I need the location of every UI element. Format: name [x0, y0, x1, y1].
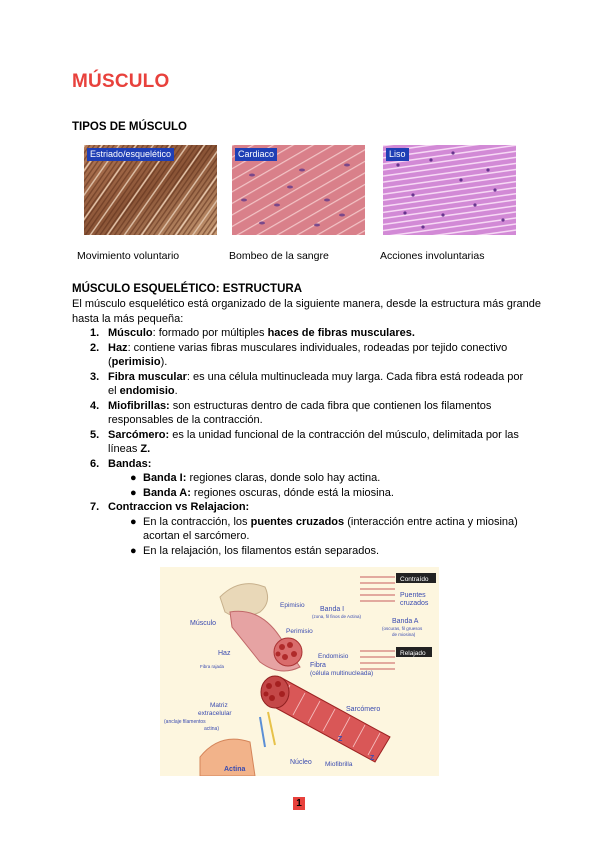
perimysium-label: Perimisio	[286, 628, 313, 635]
bands-sublist	[108, 471, 532, 500]
cell-label: (célula multinucleada)	[310, 670, 374, 677]
list-number: 2.	[90, 341, 100, 354]
muscle-type-label: Cardiaco	[235, 148, 277, 161]
sublist-item	[108, 471, 532, 486]
list-number: 3.	[90, 370, 100, 383]
matrix-label-3: (anclaje filamentos	[164, 719, 206, 725]
bridges-label: Puentes	[400, 592, 426, 599]
item-text: : contiene varias fibras musculares individuales, rodeadas por tejido conectivo (	[108, 341, 508, 368]
endomysium-label: Endomisio	[318, 653, 349, 660]
list-number: 7.	[90, 501, 100, 513]
bullet-icon: ●	[130, 486, 137, 499]
item-text: .	[174, 385, 178, 397]
item-emphasis: endomisio	[119, 385, 175, 397]
item-term: Músculo	[108, 327, 153, 339]
item-term: Banda A:	[143, 486, 191, 499]
item-term: Miofibrillas:	[108, 399, 170, 412]
fascicle-label: Haz	[218, 650, 231, 657]
item-text: es la unidad funcional de la contracción del músculo, delimitada por las líneas	[108, 428, 519, 455]
z-line-label: Z	[338, 736, 343, 743]
item-term: Contraccion vs Relajacion:	[108, 501, 250, 513]
bullet-icon: ●	[130, 515, 137, 528]
item-text: regiones claras, donde solo hay actina.	[186, 472, 381, 484]
list-number: 6.	[90, 457, 100, 470]
list-item	[72, 500, 532, 558]
item-term: Bandas:	[108, 457, 152, 470]
item-text: : formado por múltiples	[152, 327, 268, 339]
epimysium-label: Epimisio	[280, 602, 305, 609]
structure-list	[72, 326, 532, 558]
page-title: MÚSCULO	[72, 71, 170, 92]
item-text: En la contracción, los	[143, 515, 251, 528]
band-i-sublabel: (zona, fil finos de Actina)	[312, 614, 362, 619]
matrix-label: Matriz	[210, 702, 228, 709]
striated-muscle-image	[84, 145, 217, 235]
contraction-sublist	[108, 515, 532, 559]
section-heading-types: TIPOS DE MÚSCULO	[72, 121, 188, 133]
caption-striated: Movimiento voluntario	[77, 250, 180, 262]
item-term: Haz	[108, 341, 128, 354]
item-emphasis: haces de fibras musculares.	[267, 327, 415, 339]
list-number: 1.	[90, 327, 100, 339]
band-a-label: Banda A	[392, 618, 419, 625]
contracted-label: Contraído	[400, 576, 429, 583]
item-text: En la relajación, los filamentos están separados.	[143, 544, 380, 557]
bullet-icon: ●	[130, 472, 137, 484]
bridges-label-2: cruzados	[400, 600, 429, 607]
nucleus-label: Núcleo	[290, 759, 312, 766]
item-emphasis: puentes cruzados	[250, 515, 345, 528]
caption-cardiac: Bombeo de la sangre	[229, 250, 329, 262]
item-term: Banda I:	[143, 472, 187, 484]
matrix-fiber	[260, 717, 265, 747]
list-number: 5.	[90, 428, 100, 441]
matrix-fiber	[268, 712, 275, 745]
myofibril-label: Miofibrilla	[325, 761, 353, 768]
muscle-type-label: Liso	[386, 148, 409, 161]
list-item	[72, 399, 532, 428]
section-heading-structure: MÚSCULO ESQUELÉTICO: ESTRUCTURA	[72, 283, 302, 295]
matrix-label-4: actina)	[204, 726, 220, 732]
sublist-item	[108, 486, 532, 501]
list-item	[72, 457, 532, 501]
muscle-label: Músculo	[190, 620, 217, 627]
item-text: ).	[160, 356, 168, 368]
filament-diagram-contracted	[360, 577, 395, 601]
caption-smooth: Acciones involuntarias	[380, 250, 485, 262]
intro-paragraph: El músculo esquelético está organizado de la siguiente manera, desde la estructura más grande hasta la más pequeña:	[72, 298, 541, 325]
muscle-structure-figure	[160, 567, 439, 776]
bullet-icon: ●	[130, 544, 137, 557]
item-text: (interacción entre actina y miosina) acortan el sarcómero.	[143, 515, 518, 542]
item-text: son estructuras dentro de cada fibra que contienen los filamentos responsables de la contracción.	[108, 399, 492, 426]
band-a-sublabel-2: de miosina)	[392, 632, 416, 637]
fiber-label: Fibra	[310, 662, 326, 669]
filament-diagram-relaxed	[360, 651, 395, 669]
item-text: regiones oscuras, dónde está la miosina.	[190, 486, 394, 499]
actin-label: Actina	[224, 766, 246, 773]
list-item	[72, 370, 532, 399]
item-term: Fibra muscular	[108, 370, 187, 383]
band-i-label: Banda I	[320, 606, 345, 613]
muscle-type-label: Estriado/esquelético	[87, 148, 174, 161]
sarcomere-label: Sarcómero	[346, 706, 381, 713]
list-number: 4.	[90, 399, 100, 412]
smooth-muscle-image	[383, 145, 516, 235]
item-term: Sarcómero:	[108, 428, 170, 441]
item-emphasis: Z.	[140, 443, 151, 455]
matrix-label-2: extracelular	[198, 710, 232, 717]
item-emphasis: perimisio	[111, 356, 161, 368]
z-line-label-2: Z	[370, 755, 375, 762]
page-number: 1	[293, 797, 305, 810]
list-item	[72, 428, 532, 457]
sublist-item	[108, 544, 532, 559]
list-item	[72, 341, 532, 370]
cardiac-muscle-image	[232, 145, 365, 235]
split-fiber-label: Fibra rajada	[200, 664, 225, 669]
relaxed-label: Relajado	[400, 650, 426, 657]
list-item	[72, 326, 532, 341]
sublist-item	[108, 515, 532, 544]
band-a-sublabel: (oscuras, fil gruesos	[382, 626, 423, 631]
item-text: : es una célula multinucleada muy larga. Cada fibra está rodeada por el	[108, 370, 524, 397]
